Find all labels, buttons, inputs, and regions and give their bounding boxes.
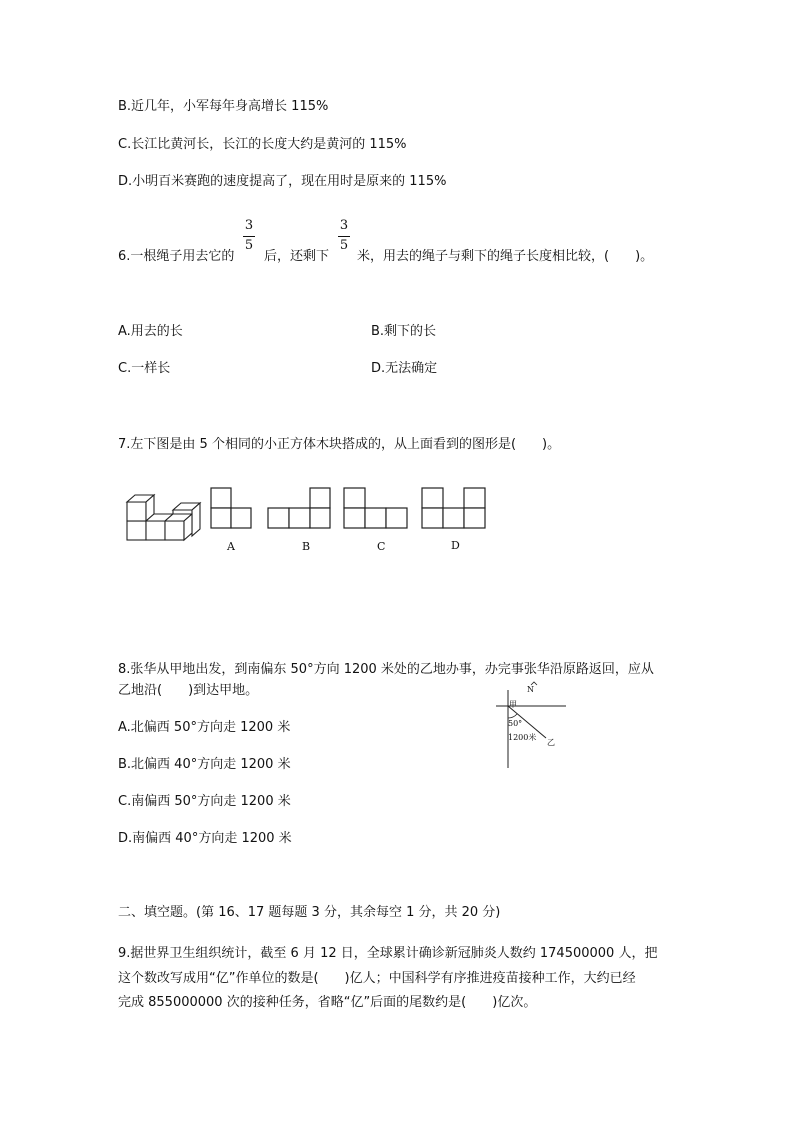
fraction-numerator: 3 — [244, 218, 254, 233]
option-a-label: A — [227, 540, 235, 553]
q6-option-c: C.一样长 — [118, 361, 171, 376]
end-point-label: 乙 — [547, 738, 555, 747]
fraction-denominator: 5 — [339, 238, 349, 253]
fraction-numerator: 3 — [339, 218, 349, 233]
option-d-label: D — [451, 539, 460, 552]
q7-stem: 7.左下图是由 5 个相同的小正方体木块搭成的，从上面看到的图形是( )。 — [118, 437, 561, 452]
q6-stem-part2: 后，还剩下 — [264, 249, 330, 264]
q8-option-d: D.南偏西 40°方向走 1200 米 — [118, 831, 292, 846]
cube-structure-figure — [127, 495, 200, 540]
q8-stem-line1: 8.张华从甲地出发，到南偏东 50°方向 1200 米处的乙地办事，办完事张华沿原路返回，应从 — [118, 662, 654, 677]
q6-option-b: B.剩下的长 — [371, 324, 437, 339]
q6-fraction-2 — [337, 219, 351, 253]
q6-stem-part1: 6.一根绳子用去它的 — [118, 249, 235, 264]
option-b-figure — [268, 488, 330, 528]
q6-option-d: D.无法确定 — [371, 361, 438, 376]
q9-line1: 9.据世界卫生组织统计，截至 6 月 12 日，全球累计确诊新冠肺炎人数约 174500000 人，把 — [118, 946, 658, 961]
option-b-label: B — [302, 540, 311, 553]
option-a-figure — [211, 488, 251, 528]
option-c-label: C — [377, 540, 386, 553]
q8-option-a: A.北偏西 50°方向走 1200 米 — [118, 720, 291, 735]
option-d-figure — [422, 488, 485, 528]
q5-option-d: D.小明百米赛跑的速度提高了，现在用时是原来的 115% — [118, 174, 447, 189]
q8-option-b: B.北偏西 40°方向走 1200 米 — [118, 757, 291, 772]
start-point-label: 甲 — [509, 700, 517, 709]
q9-line2: 这个数改写成用“亿”作单位的数是( )亿人；中国科学有序推进疫苗接种工作，大约已经 — [118, 971, 636, 986]
angle-label: 50° — [508, 719, 523, 728]
q9-line3: 完成 855000000 次的接种任务，省略“亿”后面的尾数约是( )亿次。 — [118, 995, 537, 1010]
option-c-figure — [344, 488, 407, 528]
angle-arc — [508, 714, 517, 718]
q5-option-b: B.近几年，小军每年身高增长 115% — [118, 99, 329, 114]
q8-option-c: C.南偏西 50°方向走 1200 米 — [118, 794, 291, 809]
q6-option-a: A.用去的长 — [118, 324, 183, 339]
north-label: N — [527, 685, 534, 694]
fraction-bar — [338, 236, 350, 237]
q6-fraction-1 — [242, 219, 256, 253]
fraction-bar — [243, 236, 255, 237]
q8-stem-line2: 乙地沿( )到达甲地。 — [118, 683, 259, 698]
distance-label: 1200米 — [508, 733, 537, 742]
fraction-denominator: 5 — [244, 238, 254, 253]
q7-figures — [0, 480, 794, 600]
section-2-title: 二、填空题。(第 16、17 题每题 3 分，其余每空 1 分，共 20 分) — [118, 905, 501, 920]
q5-option-c: C.长江比黄河长，长江的长度大约是黄河的 115% — [118, 137, 407, 152]
q6-stem-part3: 米，用去的绳子与剩下的绳子长度相比较，( )。 — [357, 249, 654, 264]
